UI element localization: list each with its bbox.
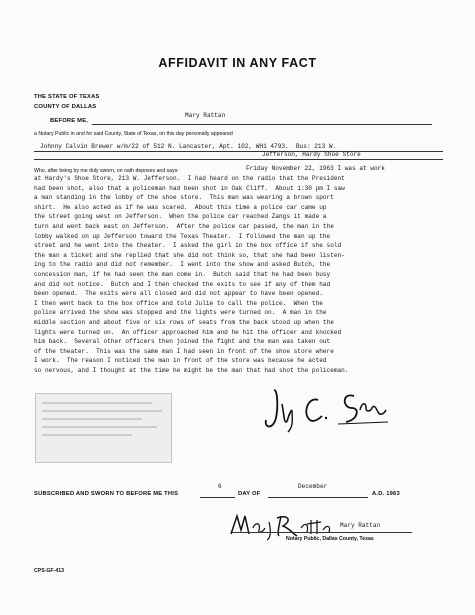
affiant-line-1: Johnny Calvin Brewer w/m/22 of 512 N. Lancaster, Apt. 102, WH1 4793. Bus: 213 W. — [40, 143, 337, 150]
affiant-rule-2 — [34, 159, 443, 160]
subscribed-label: SUBSCRIBED AND SWORN TO BEFORE ME THIS — [34, 491, 179, 497]
statement-line: the man a ticket and she replied that she did not think so, that she had been listen- — [34, 251, 345, 259]
form-number: CPS-GF-413 — [34, 568, 64, 574]
statement-line: of the theater. This was the same man I had seen in front of the shoe store where — [34, 347, 334, 355]
notary-typed-name: Mary Rattan — [340, 522, 381, 529]
notary-name-typed: Mary Rattan — [185, 112, 226, 119]
statement-line: turn and went back east on Jefferson. After the police car passed, the man in the — [34, 223, 334, 230]
month-rule — [268, 497, 368, 498]
statement-line: lobby walked on up Jefferson toward the Texas Theater. I followed the man up the — [34, 232, 331, 240]
statement-line: had been shot, also that a policeman had been shot in Oak Cliff. About 1:30 pm I saw — [34, 184, 345, 192]
document-title: AFFIDAVIT IN ANY FACT — [158, 56, 317, 70]
statement-line: ing to the radio and did not remember. I went into the show and asked Butch, the — [34, 261, 331, 269]
day-rule — [200, 497, 235, 498]
statement-line: lights were turned on. An officer approached him and he hit the officer and knocked — [34, 328, 342, 336]
year-label: A.D. 1963 — [372, 491, 400, 497]
statement-line: police arrived the show was stopped and the lights were turned on. A man in the — [34, 309, 327, 317]
state-line: THE STATE OF TEXAS — [34, 94, 100, 100]
notary-clause: a Notary Public in and for said County, State of Texas, on this day personally appeared — [34, 131, 233, 137]
month-value: December — [298, 483, 328, 490]
statement-line: and did not notice. Butch and I then checked the exits to see if any of them had — [34, 280, 331, 288]
before-me-rule — [92, 124, 432, 125]
affiant-rule-1 — [34, 151, 443, 152]
statement-line: a man standing in the lobby of the shoe store. This man was wearing a brown sport — [34, 194, 334, 202]
statement-line: been opened. The exits were all closed and did not appear to have been opened. — [34, 290, 323, 298]
affiant-signature — [258, 378, 398, 433]
faded-stamp — [35, 393, 172, 463]
statement-line: street and he went into the theater. I asked the girl in the box office if she sold — [34, 242, 342, 250]
statement-line: I then went back to the box office and told Julie to call the police. When the — [34, 299, 323, 307]
notary-title: Notary Public, Dallas County, Texas — [286, 536, 374, 542]
notary-signature-rule — [232, 532, 412, 533]
statement-line: the street going west on Jefferson. When the police car reached Zangs it made a — [34, 213, 327, 221]
statement-line: shirt. He also acted as if he was scared. About this time a police car came up — [34, 203, 327, 211]
statement-first-line: Friday November 22, 1963 I was at work — [246, 165, 385, 172]
statement-line: concession man, if he had seen the man come in. Butch said that he had been busy — [34, 271, 331, 278]
statement-line: I work. The reason I noticed the man in front of the store was because he acted — [34, 357, 327, 365]
statement-line: him back. Several other officers then joined the fight and the man was taken out — [34, 338, 331, 346]
statement-line: so nervous, and I thought at the time he might be the man that had shot the policeman. — [34, 367, 349, 374]
statement-line: at Hardy's Shoe Store, 213 W. Jefferson. I had heard on the radio that the President — [34, 175, 345, 182]
county-line: COUNTY OF DALLAS — [34, 104, 97, 110]
statement-line: middle section and about five or six rows of seats from the back stood up when the — [34, 319, 334, 326]
day-of-label: DAY OF — [238, 491, 261, 497]
affiant-line-2: Jefferson, Hardy Shoe Store — [262, 151, 361, 158]
oath-clause: Who, after being by me duly sworn, on oath deposes and says: — [34, 168, 179, 174]
day-value: 6 — [218, 483, 222, 490]
before-me-label: BEFORE ME, — [50, 118, 89, 124]
